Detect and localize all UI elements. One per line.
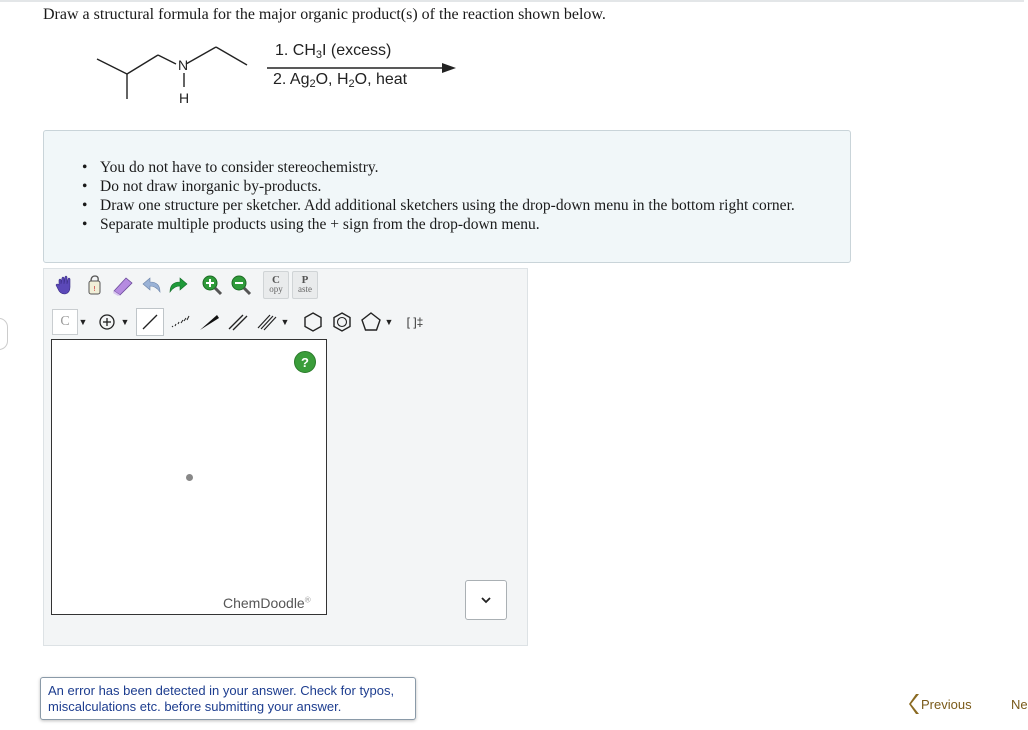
error-message: An error has been detected in your answer. Check for typos, miscalculations etc. before submitting your answer. bbox=[40, 677, 416, 720]
top-divider bbox=[0, 0, 1024, 2]
redo-icon[interactable] bbox=[165, 272, 191, 298]
double-bond-tool[interactable] bbox=[225, 309, 251, 335]
chevron-left-icon bbox=[909, 693, 921, 715]
bracket-charge-tool[interactable]: [ ]‡ bbox=[406, 315, 424, 329]
element-selector[interactable]: C bbox=[52, 309, 78, 335]
question-prompt: Draw a structural formula for the major organic product(s) of the reaction shown below. bbox=[43, 6, 606, 23]
undo-icon[interactable] bbox=[139, 272, 165, 298]
hashed-bond-tool[interactable] bbox=[167, 309, 193, 335]
instruction-item: • Draw one structure per sketcher. Add additional sketchers using the drop-down menu in the bottom right corner. bbox=[82, 196, 795, 215]
nitrogen-atom-label: N bbox=[178, 57, 189, 73]
next-button[interactable]: Ne bbox=[1011, 697, 1028, 712]
eraser-icon[interactable] bbox=[110, 272, 136, 298]
lasso-icon[interactable] bbox=[81, 272, 107, 298]
svg-text:!: ! bbox=[93, 285, 96, 293]
hand-icon[interactable] bbox=[52, 272, 78, 298]
chemdoodle-logo: ChemDoodle® bbox=[223, 595, 311, 611]
single-bond-tool[interactable] bbox=[136, 308, 164, 336]
previous-button[interactable] bbox=[909, 693, 972, 715]
wedge-bond-tool[interactable] bbox=[196, 309, 222, 335]
element-dropdown-arrow[interactable]: ▼ bbox=[78, 317, 88, 327]
cyclohexane-icon[interactable] bbox=[300, 309, 326, 335]
zoom-out-icon[interactable] bbox=[228, 272, 254, 298]
help-icon[interactable]: ? bbox=[294, 351, 316, 373]
instruction-item: • Do not draw inorganic by-products. bbox=[82, 177, 795, 196]
sketcher-toolbar-bottom bbox=[52, 307, 433, 337]
bond-dropdown-arrow[interactable]: ▼ bbox=[280, 317, 290, 327]
cyclopentane-icon[interactable] bbox=[358, 309, 384, 335]
zoom-in-icon[interactable] bbox=[199, 272, 225, 298]
reagent-step-1: 1. $CH_3I$ (excess) bbox=[275, 42, 392, 61]
chevron-down-icon bbox=[479, 595, 493, 605]
reagent-step-2: 2. $Ag_2O$, $H_2O$, heat bbox=[273, 71, 408, 90]
previous-label: Previous bbox=[921, 696, 972, 712]
instruction-item: • You do not have to consider stereochemistry. bbox=[82, 158, 795, 177]
hydrogen-atom-label: H bbox=[179, 90, 190, 106]
ring-dropdown-arrow[interactable]: ▼ bbox=[384, 317, 394, 327]
benzene-icon[interactable] bbox=[329, 309, 355, 335]
canvas-cursor-dot bbox=[186, 474, 193, 481]
copy-button[interactable]: C opy bbox=[263, 271, 289, 299]
charge-dropdown-arrow[interactable]: ▼ bbox=[120, 317, 130, 327]
instructions-box bbox=[43, 130, 851, 263]
charge-plus-icon[interactable] bbox=[94, 309, 120, 335]
side-collapse-handle[interactable] bbox=[0, 318, 8, 350]
drawing-canvas[interactable] bbox=[51, 339, 327, 615]
add-sketcher-dropdown[interactable] bbox=[465, 580, 507, 620]
paste-button[interactable]: P aste bbox=[292, 271, 318, 299]
triple-bond-tool[interactable] bbox=[254, 309, 280, 335]
sketcher-toolbar-top bbox=[52, 270, 321, 300]
instruction-item: • Separate multiple products using the + sign from the drop-down menu. bbox=[82, 215, 795, 234]
